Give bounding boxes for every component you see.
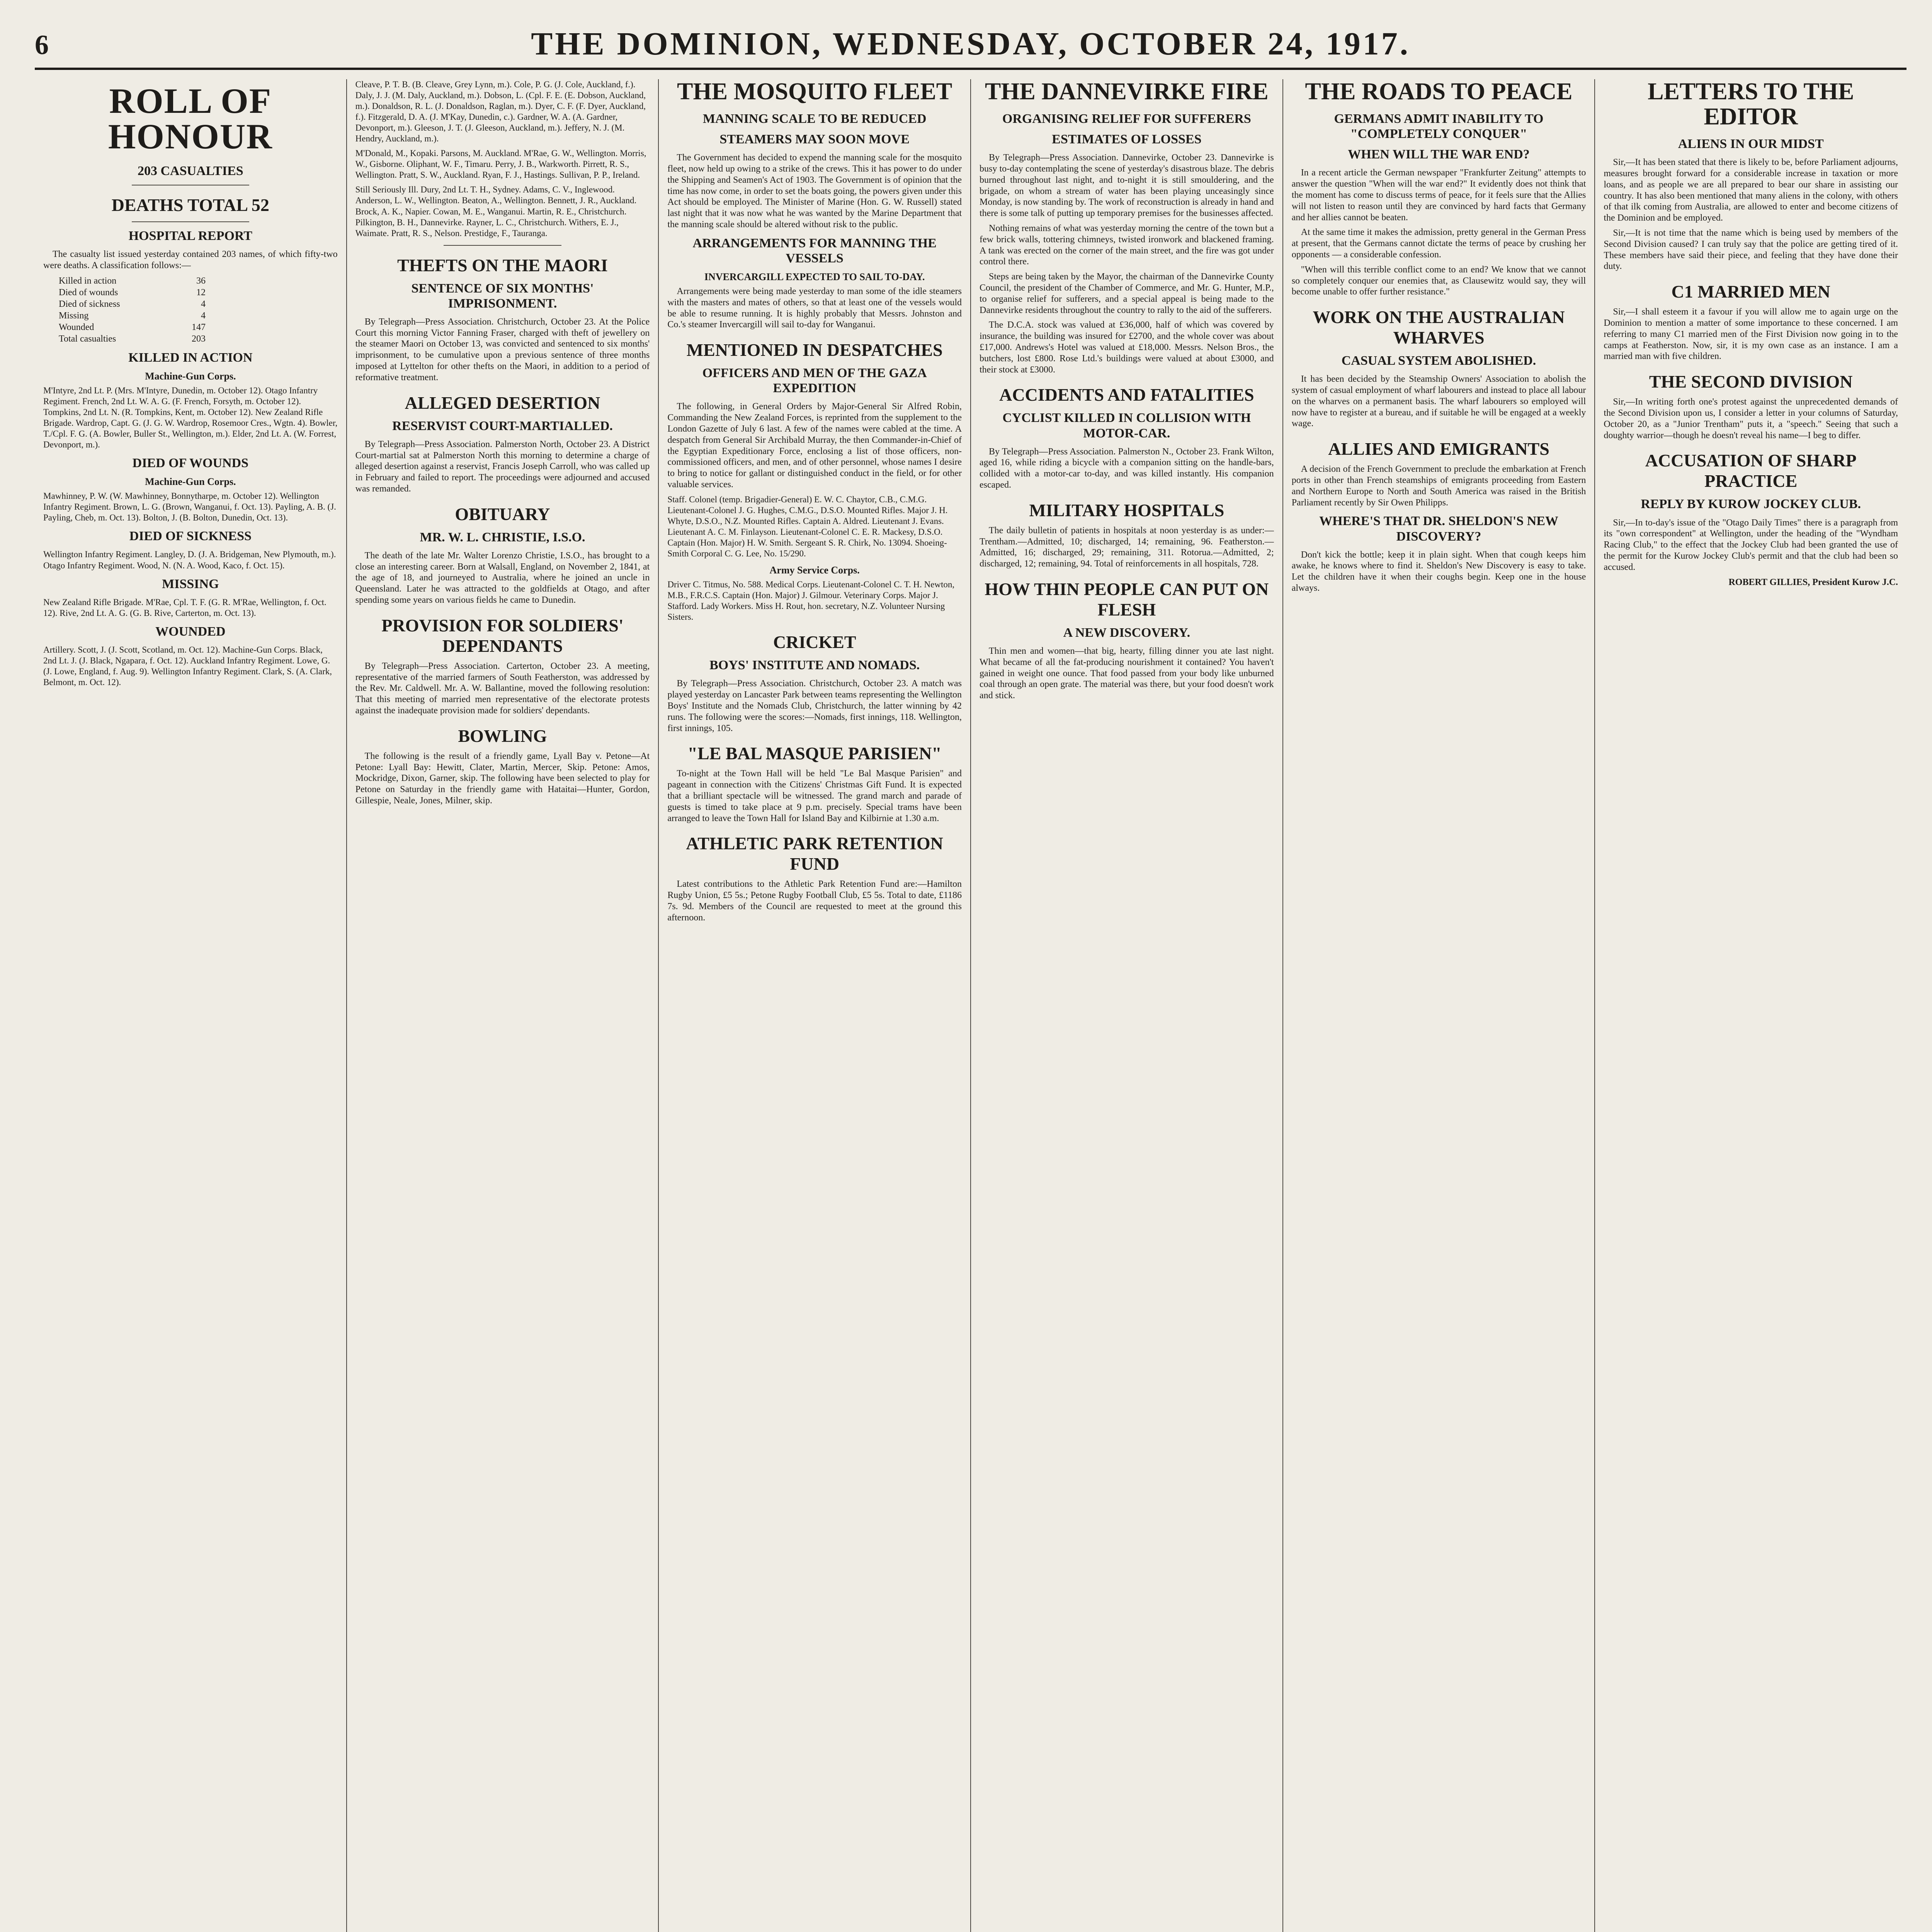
letters-article: Sir,—It has been stated that there is likely to be, before Parliament adjourns, measures brought forward for a considerable increase in taxation or more loans, and as people we are all prepared to bear our share in assisting our country. It has also been mentioned that many aliens in the colony, with others of that ilk coming from Australia, are allowed to enter and become citizens of the Dominion and be employed.	[1604, 157, 1898, 223]
hospital-list: M'Donald, M., Kopaki. Parsons, M. Auckland. M'Rae, G. W., Wellington. Morris, W., Gisborne. Oliphant, W. F., Timaru. Perry, J. B., Warkworth. Pirrett, R. S., Wellington. Pratt, S. W., Auckland. Ryan, F. J., Hastings. Sullivan, P. P., Ireland.	[355, 148, 646, 180]
killed-section: Machine-Gun Corps.	[145, 370, 236, 382]
peace-article: In a recent article the German newspaper "Frankfurter Zeitung" attempts to answer the question "When will the war end?" It evidently does not think that the moment has come to discuss terms of peace, for it feels sure that the Allies will not listen to reason until they are convinced by hard facts that Germany and her allies cannot be beaten.	[1291, 168, 1586, 223]
thefts-subhead: SENTENCE OF SIX MONTHS' IMPRISONMENT.	[411, 281, 594, 311]
sheldon-headline: WHERE'S THAT DR. SHELDON'S NEW DISCOVERY?	[1319, 514, 1558, 544]
accidents-subhead: CYCLIST KILLED IN COLLISION WITH MOTOR-CAR.	[1002, 411, 1251, 440]
column-letters	[1595, 79, 1906, 1932]
peace-article-3: "When will this terrible conflict come to an end? We know that we cannot so completely conquer our enemies that, as Clausewitz would say, they will become unable to offer further resistance."	[1291, 264, 1586, 297]
flesh-headline: HOW THIN PEOPLE CAN PUT ON FLESH	[985, 579, 1269, 619]
mosquito-headline: THE MOSQUITO FLEET	[677, 79, 952, 105]
flesh-article: Thin men and women—that big, hearty, filling dinner you ate last night. What became of all the fat-producing nourishment it contained? You haven't gained in weight one ounce. That food passed from your body like unburned coal through an open grate. The material was there, but your food doesn't work and stick.	[980, 646, 1274, 701]
married-article: Sir,—I shall esteem it a favour if you will allow me to again urge on the Dominion to mention a matter of some importance to these concerned. I am referring to many C1 married men of the First Division now going in to the camps at Featherston. Now, sir, it is my own case as an instance. I am a married man with five children.	[1604, 307, 1898, 362]
stat-row: Killed in action 36	[59, 276, 206, 286]
column-roll-of-honour	[35, 79, 347, 1932]
desertion-article: By Telegraph—Press Association. Palmerston North, October 23. A District Court-martial sat at Palmerston North this morning to determine a charge of alleged desertion against a reservist, Francis Joseph Carroll, who was called up in February and failed to report. The proceedings were adjourned and accused was remanded.	[355, 439, 650, 494]
army-service-head: Army Service Corps.	[769, 565, 860, 576]
fire-subhead-2: ESTIMATES OF LOSSES	[1052, 132, 1202, 147]
arrangements-subhead: INVERCARGILL EXPECTED TO SAIL TO-DAY.	[704, 271, 925, 283]
sickness-headline: DIED OF SICKNESS	[129, 529, 252, 544]
fire-headline: THE DANNEVIRKE FIRE	[985, 79, 1269, 105]
second-division-headline: THE SECOND DIVISION	[1649, 372, 1853, 392]
stat-row: Total casualties 203	[59, 333, 206, 344]
athletic-headline: ATHLETIC PARK RETENTION FUND	[686, 833, 943, 874]
obituary-headline: OBITUARY	[455, 504, 550, 524]
fire-subhead: ORGANISING RELIEF FOR SUFFERERS	[1002, 112, 1251, 126]
roll-of-honour-title: ROLL OF HONOUR	[108, 81, 273, 156]
casualties-subhead: 203 CASUALTIES	[137, 164, 243, 178]
peace-subhead-2: WHEN WILL THE WAR END?	[1348, 147, 1530, 162]
flesh-subhead: A NEW DISCOVERY.	[1063, 625, 1190, 640]
allies-article: A decision of the French Government to preclude the embarkation at French ports in other than French steamships of emigrants proceeding from Eastern and Northern Europe to North and South America was raised in the British Parliament recently by Sir Owen Philipps.	[1291, 464, 1586, 508]
wharves-subhead: CASUAL SYSTEM ABOLISHED.	[1341, 354, 1536, 368]
killed-headline: KILLED IN ACTION	[128, 350, 253, 365]
bowling-article: The following is the result of a friendly game, Lyall Bay v. Petone—At Petone: Lyall Bay: Hewitt, Clater, Martin, Mercer, Skip. Petone: Amos, Mockridge, Dixon, Garner, skip. The following have been selected to play for Petone on Saturday in the friendly game with Hataitai—Hunter, Gordon, Gillespie, Neale, Jones, Milner, skip.	[355, 751, 650, 806]
allies-headline: ALLIES AND EMIGRANTS	[1328, 439, 1549, 459]
stat-row: Died of sickness 4	[59, 299, 206, 309]
obituary-article: The death of the late Mr. Walter Lorenzo Christie, I.S.O., has brought to a close an interesting career. Born at Walsall, England, on November 2, 1841, at the age of 18, and journeyed to Australia, where he joined an uncle in Queensland. Later he was attracted to the goldfields at Otago, and after spending some years on various fields he came to Dunedin.	[355, 550, 650, 605]
divider	[132, 221, 250, 222]
arrangements-headline: ARRANGEMENTS FOR MANNING THE VESSELS	[692, 236, 937, 265]
killed-list: M'Intyre, 2nd Lt. P. (Mrs. M'Intyre, Dunedin, m. October 12). Otago Infantry Regiment. French, 2nd Lt. W. A. G. (F. French, Forsyth, m. October 12). Tompkins, 2nd Lt. N. (R. Tompkins, Kent, m. October 12). New Zealand Rifle Brigade. Wardrop, Capt. G. (J. G. W. Wardrop, Rosemoor Cres., Wgtn. 4). Bowler, T./Cpl. F. G. (A. Bowler, Buller St., Wellington, m.). Elder, 2nd Lt. A. (W. Forrest, Devonport, m.).	[43, 385, 338, 450]
fire-article-3: Steps are being taken by the Mayor, the chairman of the Dannevirke County Council, the president of the Chamber of Commerce, and Mr. G. Hunter, M.P., to organise relief for sufferers, and a special appeal is being made to the Dannevirke residents throughout the country to rally to the aid of the sufferers.	[980, 272, 1274, 315]
sickness-list: Wellington Infantry Regiment. Langley, D. (J. A. Bridgeman, New Plymouth, m.). Otago Infantry Regiment. Wood, N. (N. A. Wood, Kaco, f. Oct. 15).	[43, 549, 336, 570]
obituary-subhead: MR. W. L. CHRISTIE, I.S.O.	[420, 530, 585, 544]
wounded-list-continued: Cleave, P. T. B. (B. Cleave, Grey Lynn, m.). Cole, P. G. (J. Cole, Auckland, f.). Daly, J. J. (M. Daly, Auckland, m.). Dobson, L. (Cpl. F. E. (E. Dobson, Auckland, m.). Donaldson, R. L. (J. Donaldson, Raglan, m.). Dyer, C. F. (F. Dyer, Auckland, f.). Fitzgerald, D. A. (J. M'Kay, Dunedin, c.). Gardner, W. A. (A. Gardner, Devonport, m.). Gleeson, J. T. (J. Gleeson, Auckland, m.). Jeffery, N. J. (M. Hendry, Auckland, m.).	[355, 80, 646, 144]
arrangements-article: Arrangements were being made yesterday to man some of the idle steamers with the masters and mates of others, so that at least one of the vessels would be able to resume running. It is highly probably that Messrs. Johnston and Co.'s steamer Invercargill will sail to-day for Wanganui.	[667, 286, 962, 330]
cricket-article: By Telegraph—Press Association. Christchurch, October 23. A match was played yesterday on Lancaster Park between teams representing the Wellington Boys' Institute and the Nomads Club, Christchurch, the latter winning by 42 runs. The following were the scores:—Nomads, first innings, 118. Wellington, first innings, 105.	[667, 679, 962, 733]
column-mosquito-fleet	[659, 79, 971, 1932]
masthead-title: THE DOMINION, WEDNESDAY, OCTOBER 24, 1917.	[531, 26, 1410, 62]
mosquito-subhead: MANNING SCALE TO BE REDUCED	[702, 112, 927, 126]
athletic-article: Latest contributions to the Athletic Park Retention Fund are:—Hamilton Rugby Union, £5 5s.; Petone Rugby Football Club, £5 5s. Total to date, £1186 7s. 9d. Members of the Council are requested to meet at the ground this afternoon.	[667, 879, 962, 923]
stat-row: Missing 4	[59, 310, 206, 321]
casualty-stats	[59, 275, 338, 345]
divider	[444, 245, 561, 246]
missing-list: New Zealand Rifle Brigade. M'Rae, Cpl. T. F. (G. R. M'Rae, Wellington, f. Oct. 12). Rive, 2nd Lt. A. G. (G. B. Rive, Carterton, m. Oct. 13).	[43, 597, 327, 618]
wharves-headline: WORK ON THE AUSTRALIAN WHARVES	[1313, 307, 1565, 348]
despatches-list: Staff. Colonel (temp. Brigadier-General) E. W. C. Chaytor, C.B., C.M.G. Lieutenant-Colonel J. G. Hughes, C.M.G., D.S.O. Mounted Rifles. Major J. H. Whyte, D.S.O., N.Z. Mounted Rifles. Captain A. Aldred. Lieutenant J. Evans. Lieutenant A. C. M. Finlayson. Lieutenant-Colonel C. E. R. Mackesy, D.S.O. Captain (Hon. Major) H. W. Smith. Sergeant S. R. Chirk, No. 13094. Shoeing-Smith Corporal C. G. Lee, No. 15/290.	[667, 494, 948, 559]
mosquito-article: The Government has decided to expend the manning scale for the mosquito fleet, now held up owing to a strike of the crews. This it has power to do under the Shipping and Seamen's Act of 1903. The Government is of opinion that the time has now come, in order to set the boats going, the powers given under this Act should be employed. The Minister of Marine (Hon. G. W. Russell) stated last night that it was now what he was wanted by the Marine Department that the manning scale should be altered without risk to the public.	[667, 153, 962, 230]
married-headline: C1 MARRIED MEN	[1671, 282, 1830, 302]
newspaper-columns	[35, 79, 1906, 1932]
bowling-headline: BOWLING	[458, 726, 547, 746]
thefts-headline: THEFTS ON THE MAORI	[397, 255, 608, 275]
fire-article-2: Nothing remains of what was yesterday morning the centre of the town but a few brick walls, tottering chimneys, twisted ironwork and blackened framing. A tank was erected on the corner of the main street, and the fire was got under control there.	[980, 223, 1274, 267]
fire-article-4: The D.C.A. stock was valued at £36,000, half of which was covered by insurance, the building was insured for £2700, and the whole cover was about £17,000. Andrews's Hotel was valued at £18,000. Messrs. Nelson Bros., the butchers, lost £800. Rose Ltd.'s buildings were valued at about £3000, and their stock at £3000.	[980, 320, 1274, 375]
accidents-headline: ACCIDENTS AND FATALITIES	[999, 385, 1254, 405]
peace-headline: THE ROADS TO PEACE	[1305, 79, 1573, 105]
wounds-headline: DIED OF WOUNDS	[132, 456, 249, 471]
cricket-headline: CRICKET	[773, 632, 856, 652]
masque-headline: "LE BAL MASQUE PARISIEN"	[687, 743, 942, 764]
wharves-article: It has been decided by the Steamship Owners' Association to abolish the system of casual employment of wharf labourers and instead to place all labour on the wharves on a permanent basis. The wharf labourers so employed will now have to register at a bureau, and if suitable he will be engaged at a weekly wage.	[1291, 374, 1586, 429]
stat-row: Wounded 147	[59, 322, 206, 332]
practice-headline: ACCUSATION OF SHARP PRACTICE	[1645, 451, 1857, 491]
deaths-headline: DEATHS TOTAL 52	[111, 195, 269, 215]
army-service-list: Driver C. Titmus, No. 588. Medical Corps. Lieutenant-Colonel C. T. H. Newton, M.B., F.R.C.S. Captain (Hon. Major) J. Gilmour. Veterinary Corps. Major J. Stafford. Lady Workers. Miss H. Rout, hon. secretary, N.Z. Volunteer Nursing Sisters.	[667, 580, 955, 622]
casualty-intro: The casualty list issued yesterday contained 203 names, of which fifty-two were deaths. A classification follows:—	[43, 249, 338, 270]
page-number: 6	[35, 29, 49, 60]
desertion-subhead: RESERVIST COURT-MARTIALLED.	[392, 418, 613, 433]
page-header	[35, 21, 1906, 70]
letters-subhead: ALIENS IN OUR MIDST	[1678, 137, 1824, 151]
practice-article: Sir,—In to-day's issue of the "Otago Daily Times" there is a paragraph from its "own correspondent" at Wellington, under the heading of the "Wyndham Racing Club," to the effect that the Jockey Club had been granted the use of the permit for the Kurow Jockey Club's permit and that the club had been so accused.	[1604, 517, 1898, 572]
practice-subhead: REPLY BY KUROW JOCKEY CLUB.	[1641, 497, 1861, 512]
wounds-list: Mawhinney, P. W. (W. Mawhinney, Bonnytharpe, m. October 12). Wellington Infantry Regiment. Brown, L. G. (Brown, Wanganui, f. Oct. 13). Payling, A. B. (J. Payling, Cheb, m. Oct. 13). Bolton, J. (B. Bolton, Dunedin, Oct. 13).	[43, 491, 336, 523]
despatches-subhead: OFFICERS AND MEN OF THE GAZA EXPEDITION	[702, 366, 927, 396]
hospital-report-subhead: HOSPITAL REPORT	[128, 229, 252, 243]
accidents-article: By Telegraph—Press Association. Palmerston N., October 23. Frank Wilton, aged 16, while riding a bicycle with a companion sitting on the handle-bars, collided with a motor-car to-day, and was killed instantly. His companion escaped.	[980, 446, 1274, 490]
missing-headline: MISSING	[162, 577, 219, 591]
provision-headline: PROVISION FOR SOLDIERS' DEPENDANTS	[381, 615, 624, 656]
mosquito-subhead-2: STEAMERS MAY SOON MOVE	[719, 132, 910, 147]
sheldon-article: Don't kick the bottle; keep it in plain sight. When that cough keeps him awake, he knows where to find it. Sheldon's New Discovery is easy to take. Let the children have it when their coughs begin. Keep one in the house always.	[1291, 549, 1586, 593]
letters-headline: LETTERS TO THE EDITOR	[1648, 79, 1854, 130]
letters-article-2: Sir,—It is not time that the name which is being used by members of the Second Division caused? I can truly say that the police are getting tired of it. These members have said their piece, and feeling that they have done their duty.	[1604, 228, 1898, 272]
thefts-article: By Telegraph—Press Association. Christchurch, October 23. At the Police Court this morning Victor Fanning Fraser, charged with theft of jewellery on the steamer Maori on October 13, was convicted and sentenced to six months' imprisonment, to be cumulative upon a previous sentence of three months imposed at Lyttelton for other thefts on the Maori, in addition to a period of reformative treatment.	[355, 316, 650, 383]
wounded-headline: WOUNDED	[155, 624, 226, 639]
cricket-subhead: BOYS' INSTITUTE AND NOMADS.	[709, 658, 920, 673]
wounds-section: Machine-Gun Corps.	[145, 476, 236, 488]
desertion-headline: ALLEGED DESERTION	[405, 393, 600, 413]
despatches-headline: MENTIONED IN DESPATCHES	[686, 340, 943, 360]
seriously-ill-list: Still Seriously Ill. Dury, 2nd Lt. T. H., Sydney. Adams, C. V., Inglewood. Anderson, L. W., Wellington. Beaton, A., Wellington. Bennett, J. R., Auckland. Brock, A. K., Napier. Cowan, M. E., Wanganui. Martin, R. E., Christchurch. Pilkington, B. H., Dannevirke. Rayner, L. C., Christchurch. Withers, E. J., Waimate. Pratt, R. S., Nelson. Prestidge, F., Tauranga.	[355, 185, 637, 238]
peace-article-2: At the same time it makes the admission, pretty general in the German Press at present, that the Germans cannot dictate the terms of peace by crushing her opponents — a considerable confession.	[1291, 227, 1586, 260]
despatches-article: The following, in General Orders by Major-General Sir Alfred Robin, Commanding the New Zealand Forces, is reprinted from the supplement to the London Gazette of July 6 last. A few of the names were cabled at the time. A despatch from General Sir Archibald Murray, the then Commander-in-Chief of the Egyptian Expeditionary Force, enclosing a list of those officers, non-commissioned officers, and men, and of other personnel, whose names I desire to bring to notice for gallant or distinguished conduct in the field, or for other valuable services.	[667, 401, 962, 490]
column-roads-to-peace	[1283, 79, 1595, 1932]
military-article: The daily bulletin of patients in hospitals at noon yesterday is as under:— Trentham.—Admitted, 10; discharged, 14; remaining, 96. Featherston.—Admitted, 16; discharged, 29; remaining, 311. Rotorua.—Admitted, 2; discharged, 12; remaining, 94. Total of reinforcements in all hospitals, 728.	[980, 525, 1274, 569]
peace-subhead: GERMANS ADMIT INABILITY TO "COMPLETELY CONQUER"	[1334, 112, 1544, 141]
column-dannevirke-fire	[971, 79, 1283, 1932]
letter-signature: ROBERT GILLIES, President Kurow J.C.	[1728, 577, 1898, 587]
column-lists-and-news	[347, 79, 659, 1932]
wounded-list: Artillery. Scott, J. (J. Scott, Scotland, m. Oct. 12). Machine-Gun Corps. Black, 2nd Lt. J. (J. Black, Ngapara, f. Oct. 12). Auckland Infantry Regiment. Lowe, G. (J. Lowe, England, f. Aug. 9). Wellington Infantry Regiment. Clark, S. (A. Clark, Belmont, m. Oct. 12).	[43, 645, 332, 687]
military-headline: MILITARY HOSPITALS	[1029, 500, 1225, 520]
stat-row: Died of wounds 12	[59, 287, 206, 298]
provision-article: By Telegraph—Press Association. Carterton, October 23. A meeting, representative of the married farmers of South Featherston, was addressed by the Rev. Mr. Caldwell. Mr. A. W. Ballantine, moved the following resolution: That this meeting of married men representative of the electorate protests against the inadequate provision made for soldiers' dependants.	[355, 661, 650, 716]
masque-article: To-night at the Town Hall will be held "Le Bal Masque Parisien" and pageant in connection with the Citizens' Christmas Gift Fund. It is expected that a brilliant spectacle will be witnessed. The grand march and parade of guests is timed to take place at 9 p.m. precisely. Special trams have been arranged to leave the Town Hall for Island Bay and Kilbirnie at 1.30 a.m.	[667, 769, 962, 823]
second-division-article: Sir,—In writing forth one's protest against the unprecedented demands of the Second Division upon us, I consider a letter in your columns of Saturday, October 20, as a "Junior Trentham" puts it, a "speech." Seeing that such a doughty warrior—though he doesn't reveal his name—I beg to differ.	[1604, 397, 1898, 440]
fire-article: By Telegraph—Press Association. Dannevirke, October 23. Dannevirke is busy to-day contemplating the scene of yesterday's disastrous blaze. The debris burned throughout last night, and to-night it is still smouldering, and the brigade, on whom a stream of water has been playing unceasingly since Monday, is now standing by. The work of reconstruction is already in hand and there is some talk of putting up temporary premises for the businesses affected.	[980, 153, 1274, 219]
